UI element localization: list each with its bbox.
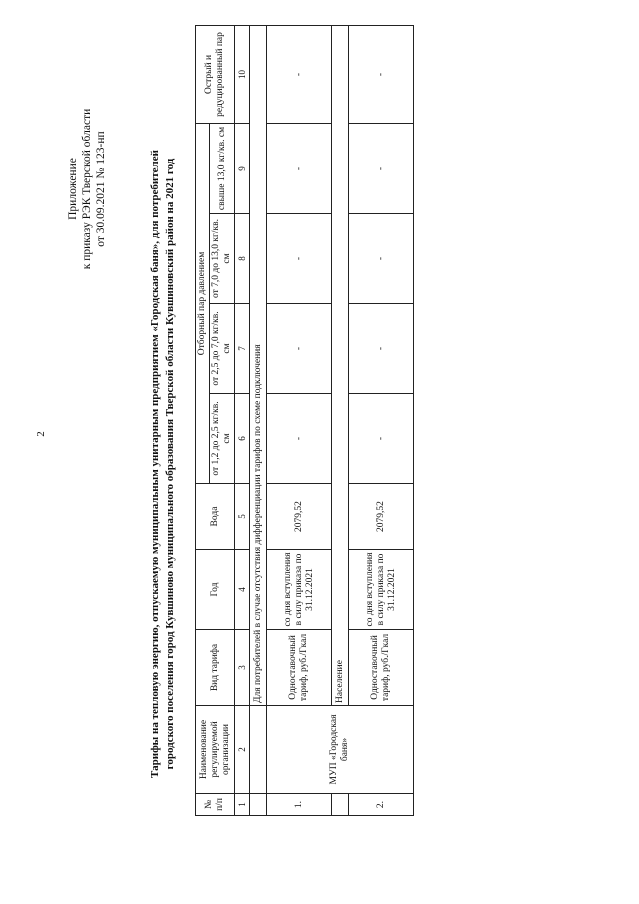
header-pressure-3: от 7,0 до 13,0 кг/кв. см: [210, 214, 235, 304]
appendix-block: [66, 94, 108, 284]
pressure-1-cell: -: [349, 394, 414, 484]
col-number: 2: [235, 706, 250, 794]
column-number-row: [235, 25, 250, 815]
pressure-4-cell: -: [267, 123, 332, 213]
water-cell: 2079,52: [267, 484, 332, 550]
pressure-2-cell: -: [267, 304, 332, 394]
appendix-line-2: к приказу РЭК Тверской области: [81, 108, 93, 270]
section-num-cell: [250, 794, 267, 816]
table-row: [267, 25, 332, 815]
sharp-steam-cell: -: [267, 25, 332, 123]
year-cell: со дня вступления в силу приказа по 31.12.2021: [349, 550, 414, 630]
row-num: 2.: [349, 794, 414, 816]
col-number: 10: [235, 25, 250, 123]
title-line-2: городского поселения город Кувшиново муниципального образования Тверской области Кувшиновский район на 2021 год: [164, 158, 176, 770]
population-num-cell: [332, 794, 349, 816]
col-number: 3: [235, 630, 250, 706]
sharp-steam-cell: -: [349, 25, 414, 123]
header-row-1: [196, 25, 210, 815]
year-cell: со дня вступления в силу приказа по 31.12.2021: [267, 550, 332, 630]
pressure-1-cell: -: [267, 394, 332, 484]
document-title: [148, 64, 178, 864]
header-pressure-2: от 2,5 до 7,0 кг/кв. см: [210, 304, 235, 394]
section-org-cell: [250, 706, 267, 794]
col-number: 9: [235, 123, 250, 213]
header-pressure-4: свыше 13,0 кг/кв. см: [210, 123, 235, 213]
section-row: [250, 25, 267, 815]
col-number: 5: [235, 484, 250, 550]
tariff-table: [195, 25, 414, 816]
appendix-line-1: Приложение: [67, 158, 79, 220]
pressure-3-cell: -: [267, 214, 332, 304]
page-number: 2: [34, 431, 47, 437]
pressure-2-cell: -: [349, 304, 414, 394]
header-sharp-steam: Острый и редуцированный пар: [196, 25, 235, 123]
title-line-1: Тарифы на тепловую энергию, отпускаемую муниципальным унитарным предприятием «Городская баня», для потребителей: [149, 150, 161, 778]
header-num: № п/п: [196, 794, 235, 816]
col-number: 8: [235, 214, 250, 304]
header-water: Вода: [196, 484, 235, 550]
organization-name: МУП «Городская баня»: [267, 706, 414, 794]
header-tariff-type: Вид тарифа: [196, 630, 235, 706]
pressure-3-cell: -: [349, 214, 414, 304]
appendix-line-3: от 30.09.2021 № 123-нп: [95, 131, 107, 247]
rotated-page-content: [60, 0, 639, 904]
population-label: Население: [332, 25, 349, 705]
col-number: 6: [235, 394, 250, 484]
col-number: 7: [235, 304, 250, 394]
header-pressure-1: от 1,2 до 2,5 кг/кв. см: [210, 394, 235, 484]
tariff-type-cell: Одноставочный тариф, руб./Гкал: [267, 630, 332, 706]
pressure-4-cell: -: [349, 123, 414, 213]
col-number: 4: [235, 550, 250, 630]
col-number: 1: [235, 794, 250, 816]
population-row: [332, 25, 349, 815]
header-year: Год: [196, 550, 235, 630]
tariff-type-cell: Одноставочный тариф, руб./Гкал: [349, 630, 414, 706]
header-organization: Наименование регулируемой организации: [196, 706, 235, 794]
water-cell: 2079,52: [349, 484, 414, 550]
section-note: Для потребителей в случае отсутствия дифференциации тарифов по схеме подключения: [250, 25, 267, 705]
table-row: [349, 25, 414, 815]
header-steam-group: Отборный пар давлением: [196, 123, 210, 483]
row-num: 1.: [267, 794, 332, 816]
